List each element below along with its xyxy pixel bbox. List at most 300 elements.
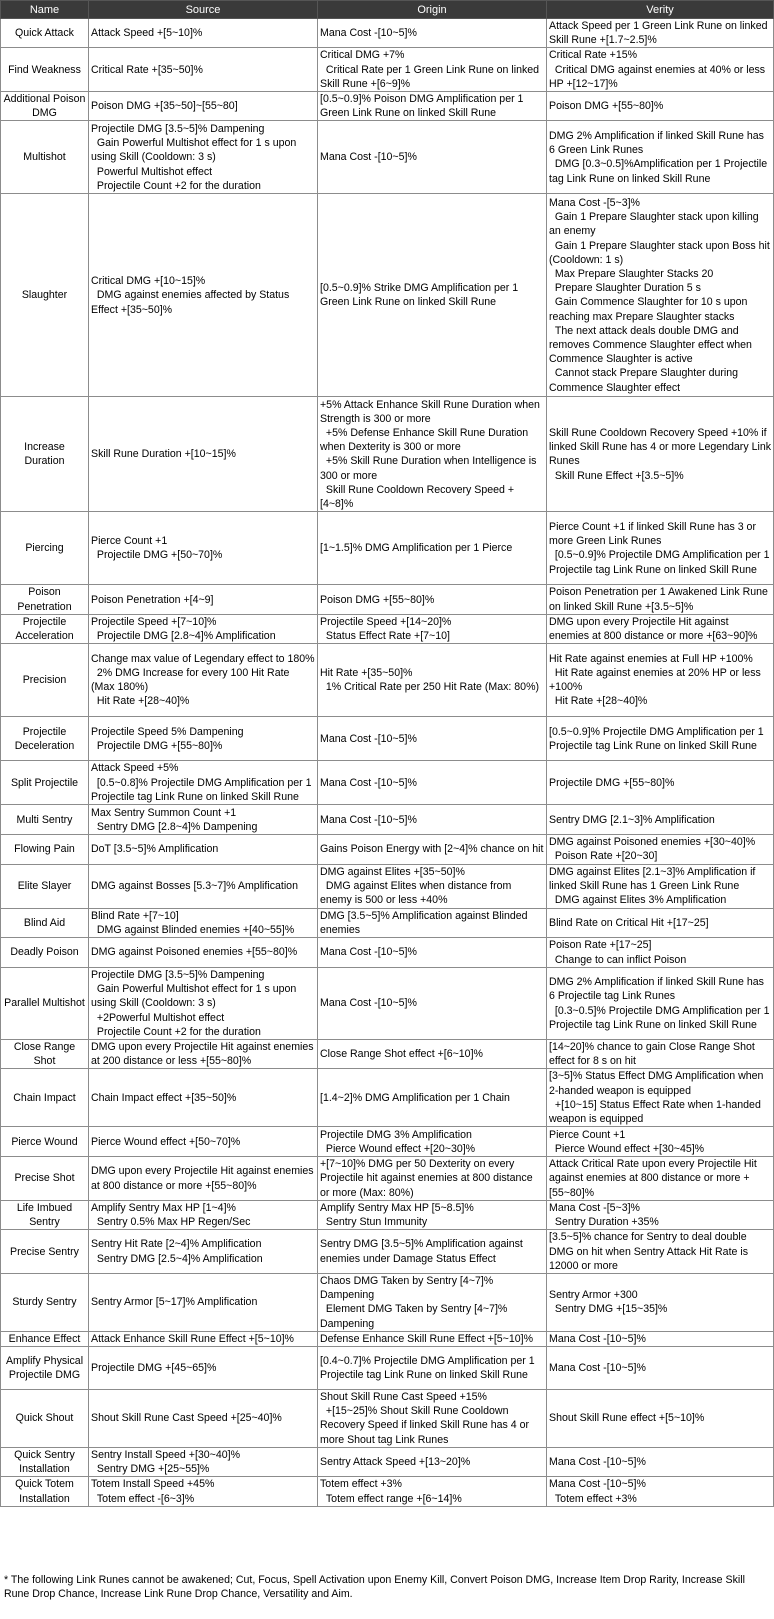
- header-origin: Origin: [318, 1, 547, 19]
- origin-cell: [318, 1273, 547, 1331]
- cell-line: DMG against enemies affected by Status Effect +[35~50]%: [91, 289, 293, 316]
- cell-line: Sturdy Sentry: [12, 1296, 77, 1309]
- verity-cell: [547, 1331, 774, 1346]
- header-name: Name: [1, 1, 89, 19]
- header-row: [1, 1, 774, 19]
- cell-line: Projectile DMG [3.5~5]% Dampening: [91, 122, 265, 135]
- table-row: [1, 938, 774, 968]
- cell-line: [0.5~0.9]% Projectile DMG Amplification per 1 Projectile tag Link Rune on linked Skill Rune: [549, 725, 767, 752]
- rune-name-cell: [1, 864, 89, 908]
- rune-name-cell: [1, 92, 89, 121]
- cell-line: +2Powerful Multishot effect: [91, 1011, 225, 1024]
- origin-cell: [318, 512, 547, 585]
- rune-name-cell: [1, 1127, 89, 1157]
- verity-cell: [547, 1273, 774, 1331]
- table-row: [1, 1200, 774, 1229]
- source-cell: [89, 908, 318, 937]
- origin-cell: [318, 1447, 547, 1476]
- cell-line: Amplify Physical Projectile DMG: [5, 1354, 87, 1381]
- verity-cell: [547, 717, 774, 761]
- verity-cell: [547, 19, 774, 48]
- cell-line: Pierce Wound effect +[20~30]%: [320, 1142, 476, 1155]
- verity-cell: [547, 1200, 774, 1229]
- cell-line: Critical Rate +15%: [549, 49, 638, 62]
- source-cell: [89, 92, 318, 121]
- source-cell: [89, 1389, 318, 1447]
- cell-line: Amplify Sentry Max HP [5~8.5]%: [320, 1201, 474, 1214]
- cell-line: Sentry Hit Rate [2~4]% Amplification: [91, 1238, 262, 1251]
- rune-name-cell: [1, 835, 89, 864]
- cell-line: Defense Enhance Skill Rune Effect +[5~10]%: [320, 1332, 533, 1345]
- rune-name-cell: [1, 717, 89, 761]
- cell-line: 2% DMG Increase for every 100 Hit Rate (Max 180%): [91, 667, 293, 694]
- cell-line: Skill Rune Effect +[3.5~5]%: [549, 469, 684, 482]
- source-cell: [89, 397, 318, 512]
- origin-cell: [318, 761, 547, 805]
- cell-line: Precise Sentry: [10, 1245, 79, 1258]
- rune-name-cell: [1, 1157, 89, 1201]
- cell-line: Sentry Attack Speed +[13~20]%: [320, 1456, 471, 1469]
- table-row: [1, 717, 774, 761]
- source-cell: [89, 19, 318, 48]
- source-cell: [89, 805, 318, 835]
- cell-line: Mana Cost -[10~5]%: [320, 997, 417, 1010]
- cell-line: DMG upon every Projectile Hit against enemies at 800 distance or more +[55~80]%: [91, 1165, 317, 1192]
- origin-cell: [318, 19, 547, 48]
- cell-line: DMG against Elites +[35~50]%: [320, 865, 465, 878]
- cell-line: Max Sentry Summon Count +1: [91, 806, 237, 819]
- cell-line: Mana Cost -[10~5]%: [320, 151, 417, 164]
- origin-cell: [318, 805, 547, 835]
- cell-line: Mana Cost -[10~5]%: [320, 776, 417, 789]
- cell-line: 1% Critical Rate per 250 Hit Rate (Max: 80%): [320, 681, 540, 694]
- rune-name-cell: [1, 1477, 89, 1506]
- origin-cell: [318, 938, 547, 968]
- cell-line: Poison Penetration +[4~9]: [91, 593, 214, 606]
- origin-cell: [318, 1200, 547, 1229]
- cell-line: Max Prepare Slaughter Stacks 20: [549, 268, 714, 281]
- cell-line: Chaos DMG Taken by Sentry [4~7]% Dampening: [320, 1274, 497, 1302]
- table-row: [1, 92, 774, 121]
- footnote: * The following Link Runes cannot be awakened; Cut, Focus, Spell Activation upon Enemy Kill, Convert Poison DMG, Increase Item Drop Rarity, Increase Skill Rune Drop Chance, Increase Link Rune Drop Chance, Versatility and Aim.: [4, 1574, 745, 1601]
- cell-line: Projectile DMG +[45~65]%: [91, 1361, 217, 1374]
- cell-line: Attack Speed +5%: [91, 762, 179, 775]
- origin-cell: [318, 194, 547, 397]
- cell-line: DMG against Elites [2.1~3]% Amplification if linked Skill Rune has 1 Green Link Rune: [549, 865, 759, 893]
- cell-line: Find Weakness: [8, 63, 81, 76]
- table-row: [1, 19, 774, 48]
- rune-name-cell: [1, 938, 89, 968]
- cell-line: Totem effect +3%: [320, 1478, 402, 1491]
- rune-name-cell: [1, 968, 89, 1040]
- verity-cell: [547, 92, 774, 121]
- source-cell: [89, 614, 318, 643]
- cell-line: Sentry DMG [2.8~4]% Dampening: [91, 820, 258, 833]
- cell-line: Sentry Duration +35%: [549, 1216, 659, 1229]
- table-row: [1, 1477, 774, 1506]
- verity-cell: [547, 644, 774, 717]
- cell-line: [0.5~0.8]% Projectile DMG Amplification per 1 Projectile tag Link Rune on linked Skill Rune: [91, 776, 315, 803]
- cell-line: Totem effect -[6~3]%: [91, 1492, 195, 1505]
- header-verity: Verity: [547, 1, 774, 19]
- cell-line: Enhance Effect: [8, 1332, 81, 1345]
- origin-cell: [318, 1230, 547, 1274]
- cell-line: Slaughter: [21, 289, 68, 302]
- verity-cell: [547, 908, 774, 937]
- table-row: [1, 585, 774, 614]
- origin-cell: [318, 644, 547, 717]
- table-row: [1, 1127, 774, 1157]
- origin-cell: [318, 864, 547, 908]
- origin-cell: [318, 1157, 547, 1201]
- cell-line: [3.5~5]% chance for Sentry to deal double DMG on hit when Sentry Attack Hit Rate is 12000 or more: [549, 1231, 751, 1272]
- source-cell: [89, 761, 318, 805]
- verity-cell: [547, 938, 774, 968]
- source-cell: [89, 1069, 318, 1127]
- cell-line: +5% Skill Rune Duration when Intelligence is 300 or more: [320, 455, 540, 482]
- cell-line: Hit Rate against enemies at 20% HP or less +100%: [549, 667, 764, 694]
- origin-cell: [318, 835, 547, 864]
- rune-name-cell: [1, 805, 89, 835]
- cell-line: Sentry 0.5% Max HP Regen/Sec: [91, 1216, 251, 1229]
- cell-line: DMG against Poisoned enemies +[55~80]%: [91, 946, 298, 959]
- verity-cell: [547, 1447, 774, 1476]
- origin-cell: [318, 585, 547, 614]
- cell-line: Pierce Wound: [11, 1135, 78, 1148]
- cell-line: Blind Rate +[7~10]: [91, 909, 179, 922]
- cell-line: Mana Cost -[10~5]%: [549, 1332, 646, 1345]
- table-row: [1, 194, 774, 397]
- verity-cell: [547, 1346, 774, 1389]
- source-cell: [89, 1273, 318, 1331]
- rune-name-cell: [1, 1069, 89, 1127]
- source-cell: [89, 968, 318, 1040]
- cell-line: Pierce Count +1: [549, 1128, 626, 1141]
- cell-line: Piercing: [25, 542, 64, 555]
- cell-line: DMG against Bosses [5.3~7]% Amplification: [91, 880, 298, 893]
- cell-line: Projectile Speed +[14~20]%: [320, 615, 452, 628]
- cell-line: Critical Rate +[35~50]%: [91, 63, 203, 76]
- rune-name-cell: [1, 644, 89, 717]
- cell-line: Poison DMG +[35~50]~[55~80]: [91, 100, 238, 113]
- rune-name-cell: [1, 1273, 89, 1331]
- source-cell: [89, 121, 318, 194]
- table-row: [1, 864, 774, 908]
- verity-cell: [547, 397, 774, 512]
- table-row: [1, 1273, 774, 1331]
- cell-line: +[7~10]% DMG per 50 Dexterity on every Projectile hit against enemies at 800 distance or more (Max: 80%): [320, 1158, 536, 1199]
- cell-line: Projectile DMG +[55~80]%: [91, 739, 223, 752]
- rune-name-cell: [1, 1447, 89, 1476]
- table-body: [1, 19, 774, 1507]
- cell-line: Attack Critical Rate upon every Projectile Hit against enemies at 800 distance or more +[55~80]%: [549, 1158, 760, 1199]
- table-row: [1, 1069, 774, 1127]
- origin-cell: [318, 1389, 547, 1447]
- rune-name-cell: [1, 1331, 89, 1346]
- verity-cell: [547, 1230, 774, 1274]
- cell-line: Multishot: [23, 151, 66, 164]
- table-row: [1, 761, 774, 805]
- cell-line: Split Projectile: [10, 776, 79, 789]
- cell-line: Parallel Multishot: [4, 997, 85, 1010]
- cell-line: Gains Poison Energy with [2~4]% chance on hit: [320, 843, 544, 856]
- source-cell: [89, 938, 318, 968]
- cell-line: Flowing Pain: [14, 843, 75, 856]
- rune-name-cell: [1, 908, 89, 937]
- cell-line: Mana Cost -[10~5]%: [549, 1456, 646, 1469]
- cell-line: Mana Cost -[10~5]%: [549, 1361, 646, 1374]
- verity-cell: [547, 1389, 774, 1447]
- cell-line: Additional Poison DMG: [3, 93, 89, 120]
- cell-line: Attack Speed +[5~10]%: [91, 27, 203, 40]
- source-cell: [89, 1157, 318, 1201]
- rune-name-cell: [1, 194, 89, 397]
- source-cell: [89, 1331, 318, 1346]
- cell-line: Deadly Poison: [10, 946, 79, 959]
- cell-line: Totem Install Speed +45%: [91, 1478, 215, 1491]
- cell-line: Pierce Wound effect +[50~70]%: [91, 1135, 241, 1148]
- source-cell: [89, 1477, 318, 1506]
- verity-cell: [547, 968, 774, 1040]
- verity-cell: [547, 614, 774, 643]
- cell-line: Critical Rate per 1 Green Link Rune on linked Skill Rune +[6~9]%: [320, 63, 543, 90]
- cell-line: Projectile Count +2 for the duration: [91, 1025, 261, 1038]
- table-row: [1, 1230, 774, 1274]
- cell-line: Hit Rate +[28~40]%: [549, 695, 648, 708]
- cell-line: Critical DMG +[10~15]%: [91, 275, 206, 288]
- rune-name-cell: [1, 1389, 89, 1447]
- cell-line: Gain Commence Slaughter for 10 s upon reaching max Prepare Slaughter stacks: [549, 296, 751, 323]
- rune-name-cell: [1, 121, 89, 194]
- cell-line: Poison Rate +[17~25]: [549, 939, 652, 952]
- verity-cell: [547, 761, 774, 805]
- verity-cell: [547, 805, 774, 835]
- verity-cell: [547, 585, 774, 614]
- cell-line: DMG [0.3~0.5]%Amplification per 1 Projectile tag Link Rune on linked Skill Rune: [549, 158, 771, 185]
- cell-line: DMG against Poisoned enemies +[30~40]%: [549, 836, 756, 849]
- cell-line: Gain 1 Prepare Slaughter stack upon Boss hit (Cooldown: 1 s): [549, 239, 773, 266]
- cell-line: Projectile Speed 5% Dampening: [91, 725, 244, 738]
- cell-line: +[15~25]% Shout Skill Rune Cooldown Recovery Speed if linked Skill Rune has 4 or more Shout tag Link Runes: [320, 1405, 532, 1446]
- cell-line: Skill Rune Cooldown Recovery Speed +10% if linked Skill Rune has 4 or more Legendary Link Runes: [549, 427, 774, 468]
- cell-line: Close Range Shot: [13, 1041, 79, 1068]
- origin-cell: [318, 1477, 547, 1506]
- cell-line: Attack Speed per 1 Green Link Rune on linked Skill Rune +[1.7~2.5]%: [549, 20, 771, 47]
- cell-line: Hit Rate against enemies at Full HP +100%: [549, 652, 753, 665]
- cell-line: [1~1.5]% DMG Amplification per 1 Pierce: [320, 542, 513, 555]
- source-cell: [89, 864, 318, 908]
- cell-line: Projectile DMG +[55~80]%: [549, 776, 675, 789]
- cell-line: Hit Rate +[28~40]%: [91, 695, 190, 708]
- source-cell: [89, 835, 318, 864]
- origin-cell: [318, 92, 547, 121]
- cell-line: [1.4~2]% DMG Amplification per 1 Chain: [320, 1091, 510, 1104]
- cell-line: The next attack deals double DMG and removes Commence Slaughter effect when Commence Slaughter is active: [549, 324, 755, 366]
- cell-line: DMG [3.5~5]% Amplification against Blinded enemies: [320, 909, 531, 936]
- cell-line: Sentry Armor +300: [549, 1289, 638, 1302]
- cell-line: Pierce Wound effect +[30~45]%: [549, 1142, 705, 1155]
- rune-name-cell: [1, 614, 89, 643]
- cell-line: +5% Defense Enhance Skill Rune Duration when Dexterity is 300 or more: [320, 427, 532, 454]
- cell-line: Totem effect +3%: [549, 1492, 637, 1505]
- cell-line: Poison DMG +[55~80]%: [549, 100, 664, 113]
- cell-line: Sentry Armor [5~17]% Amplification: [91, 1296, 258, 1309]
- source-cell: [89, 1346, 318, 1389]
- cell-line: Skill Rune Cooldown Recovery Speed +[4~8]%: [320, 483, 515, 511]
- table-row: [1, 1447, 774, 1476]
- verity-cell: [547, 1157, 774, 1201]
- source-cell: [89, 717, 318, 761]
- cell-line: Close Range Shot effect +[6~10]%: [320, 1048, 483, 1061]
- rune-name-cell: [1, 1346, 89, 1389]
- cell-line: Life Imbued Sentry: [16, 1201, 76, 1229]
- rune-name-cell: [1, 48, 89, 92]
- cell-line: Mana Cost -[10~5]%: [320, 27, 417, 40]
- cell-line: Poison Rate +[20~30]: [549, 850, 658, 863]
- cell-line: Quick Sentry Installation: [14, 1448, 78, 1476]
- cell-line: [0.3~0.5]% Projectile DMG Amplification per 1 Projectile tag Link Rune on linked Skill Rune: [549, 1004, 773, 1031]
- cell-line: DMG 2% Amplification if linked Skill Rune has 6 Green Link Runes: [549, 130, 767, 157]
- table-row: [1, 835, 774, 864]
- source-cell: [89, 585, 318, 614]
- source-cell: [89, 644, 318, 717]
- cell-line: Sentry Stun Immunity: [320, 1216, 428, 1229]
- cell-line: Skill Rune Duration +[10~15]%: [91, 448, 236, 461]
- source-cell: [89, 1230, 318, 1274]
- cell-line: Poison Penetration: [17, 586, 72, 613]
- cell-line: Shout Skill Rune Cast Speed +[25~40]%: [91, 1412, 282, 1425]
- source-cell: [89, 194, 318, 397]
- cell-line: Change max value of Legendary effect to 180%: [91, 652, 315, 665]
- cell-line: Totem effect range +[6~14]%: [320, 1492, 462, 1505]
- table-row: [1, 968, 774, 1040]
- verity-cell: [547, 1040, 774, 1069]
- cell-line: +[10~15] Status Effect Rate when 1-handed weapon is equipped: [549, 1098, 764, 1126]
- verity-cell: [547, 512, 774, 585]
- cell-line: Sentry DMG +[25~55]%: [91, 1463, 210, 1476]
- cell-line: Sentry DMG +[15~35]%: [549, 1303, 668, 1316]
- cell-line: Pierce Count +1 if linked Skill Rune has 3 or more Green Link Runes: [549, 521, 759, 548]
- cell-line: [0.5~0.9]% Poison DMG Amplification per 1 Green Link Rune on linked Skill Rune: [320, 93, 527, 120]
- origin-cell: [318, 1346, 547, 1389]
- origin-cell: [318, 121, 547, 194]
- cell-line: Cannot stack Prepare Slaughter during Commence Slaughter effect: [549, 367, 741, 394]
- origin-cell: [318, 968, 547, 1040]
- cell-line: [3~5]% Status Effect DMG Amplification when 2-handed weapon is equipped: [549, 1070, 767, 1097]
- cell-line: Blind Rate on Critical Hit +[17~25]: [549, 916, 709, 929]
- cell-line: DMG upon every Projectile Hit against enemies at 200 distance or less +[55~80]%: [91, 1041, 317, 1068]
- cell-line: Hit Rate +[35~50]%: [320, 667, 413, 680]
- cell-line: Gain Powerful Multishot effect for 1 s upon using Skill (Cooldown: 3 s): [91, 137, 300, 164]
- cell-line: DMG against Elites 3% Amplification: [549, 894, 727, 907]
- cell-line: Projectile DMG [3.5~5]% Dampening: [91, 969, 265, 982]
- verity-cell: [547, 1477, 774, 1506]
- verity-cell: [547, 121, 774, 194]
- origin-cell: [318, 908, 547, 937]
- cell-line: Mana Cost -[10~5]%: [320, 813, 417, 826]
- origin-cell: [318, 1069, 547, 1127]
- cell-line: Gain Powerful Multishot effect for 1 s upon using Skill (Cooldown: 3 s): [91, 983, 300, 1010]
- table-row: [1, 397, 774, 512]
- cell-line: DMG against Blinded enemies +[40~55]%: [91, 923, 295, 936]
- header-source: Source: [89, 1, 318, 19]
- cell-line: Mana Cost -[5~3]%: [549, 197, 640, 209]
- cell-line: Quick Totem Installation: [15, 1478, 77, 1505]
- origin-cell: [318, 48, 547, 92]
- rune-name-cell: [1, 397, 89, 512]
- cell-line: [14~20]% chance to gain Close Range Shot effect for 8 s on hit: [549, 1041, 758, 1068]
- cell-line: Poison DMG +[55~80]%: [320, 593, 435, 606]
- cell-line: Chain Impact effect +[35~50]%: [91, 1091, 237, 1104]
- cell-line: Prepare Slaughter Duration 5 s: [549, 282, 701, 295]
- table-row: [1, 1346, 774, 1389]
- cell-line: Projectile DMG [2.8~4]% Amplification: [91, 630, 276, 643]
- cell-line: Sentry DMG [3.5~5]% Amplification against enemies under Damage Status Effect: [320, 1238, 526, 1265]
- cell-line: Gain 1 Prepare Slaughter stack upon killing an enemy: [549, 211, 762, 238]
- source-cell: [89, 1200, 318, 1229]
- cell-line: Quick Attack: [15, 27, 74, 40]
- rune-name-cell: [1, 1200, 89, 1229]
- rune-name-cell: [1, 1230, 89, 1274]
- rune-name-cell: [1, 585, 89, 614]
- rune-name-cell: [1, 512, 89, 585]
- cell-line: Change to can inflict Poison: [549, 953, 687, 966]
- cell-line: Mana Cost -[5~3]%: [549, 1201, 640, 1214]
- rune-name-cell: [1, 1040, 89, 1069]
- verity-cell: [547, 864, 774, 908]
- cell-line: Projectile Acceleration: [15, 615, 74, 643]
- cell-line: Projectile DMG +[50~70]%: [91, 549, 223, 562]
- cell-line: [0.5~0.9]% Projectile DMG Amplification per 1 Projectile tag Link Rune on linked Skill Rune: [549, 549, 773, 576]
- verity-cell: [547, 48, 774, 92]
- cell-line: Critical DMG +7%: [320, 49, 405, 62]
- cell-line: +5% Attack Enhance Skill Rune Duration when Strength is 300 or more: [320, 398, 543, 425]
- verity-cell: [547, 1069, 774, 1127]
- source-cell: [89, 512, 318, 585]
- source-cell: [89, 1447, 318, 1476]
- origin-cell: [318, 1040, 547, 1069]
- cell-line: Sentry DMG [2.1~3]% Amplification: [549, 813, 715, 826]
- cell-line: DMG upon every Projectile Hit against enemies at 800 distance or more +[63~90]%: [549, 615, 758, 643]
- cell-line: Quick Shout: [15, 1412, 74, 1425]
- cell-line: Multi Sentry: [16, 813, 73, 826]
- cell-line: Precision: [22, 674, 67, 687]
- origin-cell: [318, 717, 547, 761]
- table-row: [1, 48, 774, 92]
- verity-cell: [547, 1127, 774, 1157]
- cell-line: Elite Slayer: [17, 880, 72, 893]
- table-row: [1, 512, 774, 585]
- cell-line: DMG 2% Amplification if linked Skill Rune has 6 Projectile tag Link Runes: [549, 976, 767, 1003]
- cell-line: Mana Cost -[10~5]%: [320, 946, 417, 959]
- verity-cell: [547, 194, 774, 397]
- cell-line: Projectile Speed +[7~10]%: [91, 615, 217, 628]
- origin-cell: [318, 397, 547, 512]
- cell-line: Element DMG Taken by Sentry [4~7]% Dampening: [320, 1303, 511, 1330]
- cell-line: Mana Cost -[10~5]%: [320, 732, 417, 745]
- cell-line: [0.4~0.7]% Projectile DMG Amplification per 1 Projectile tag Link Rune on linked Skill Rune: [320, 1354, 538, 1381]
- cell-line: Status Effect Rate +[7~10]: [320, 630, 450, 643]
- rune-name-cell: [1, 19, 89, 48]
- origin-cell: [318, 614, 547, 643]
- cell-line: Projectile DMG 3% Amplification: [320, 1128, 472, 1141]
- table-row: [1, 1389, 774, 1447]
- cell-line: [0.5~0.9]% Strike DMG Amplification per 1 Green Link Rune on linked Skill Rune: [320, 282, 522, 309]
- cell-line: Mana Cost -[10~5]%: [549, 1478, 646, 1491]
- cell-line: Poison Penetration per 1 Awakened Link Rune on linked Skill Rune +[3.5~5]%: [549, 586, 771, 613]
- cell-line: Projectile Count +2 for the duration: [91, 179, 261, 192]
- table-row: [1, 1040, 774, 1069]
